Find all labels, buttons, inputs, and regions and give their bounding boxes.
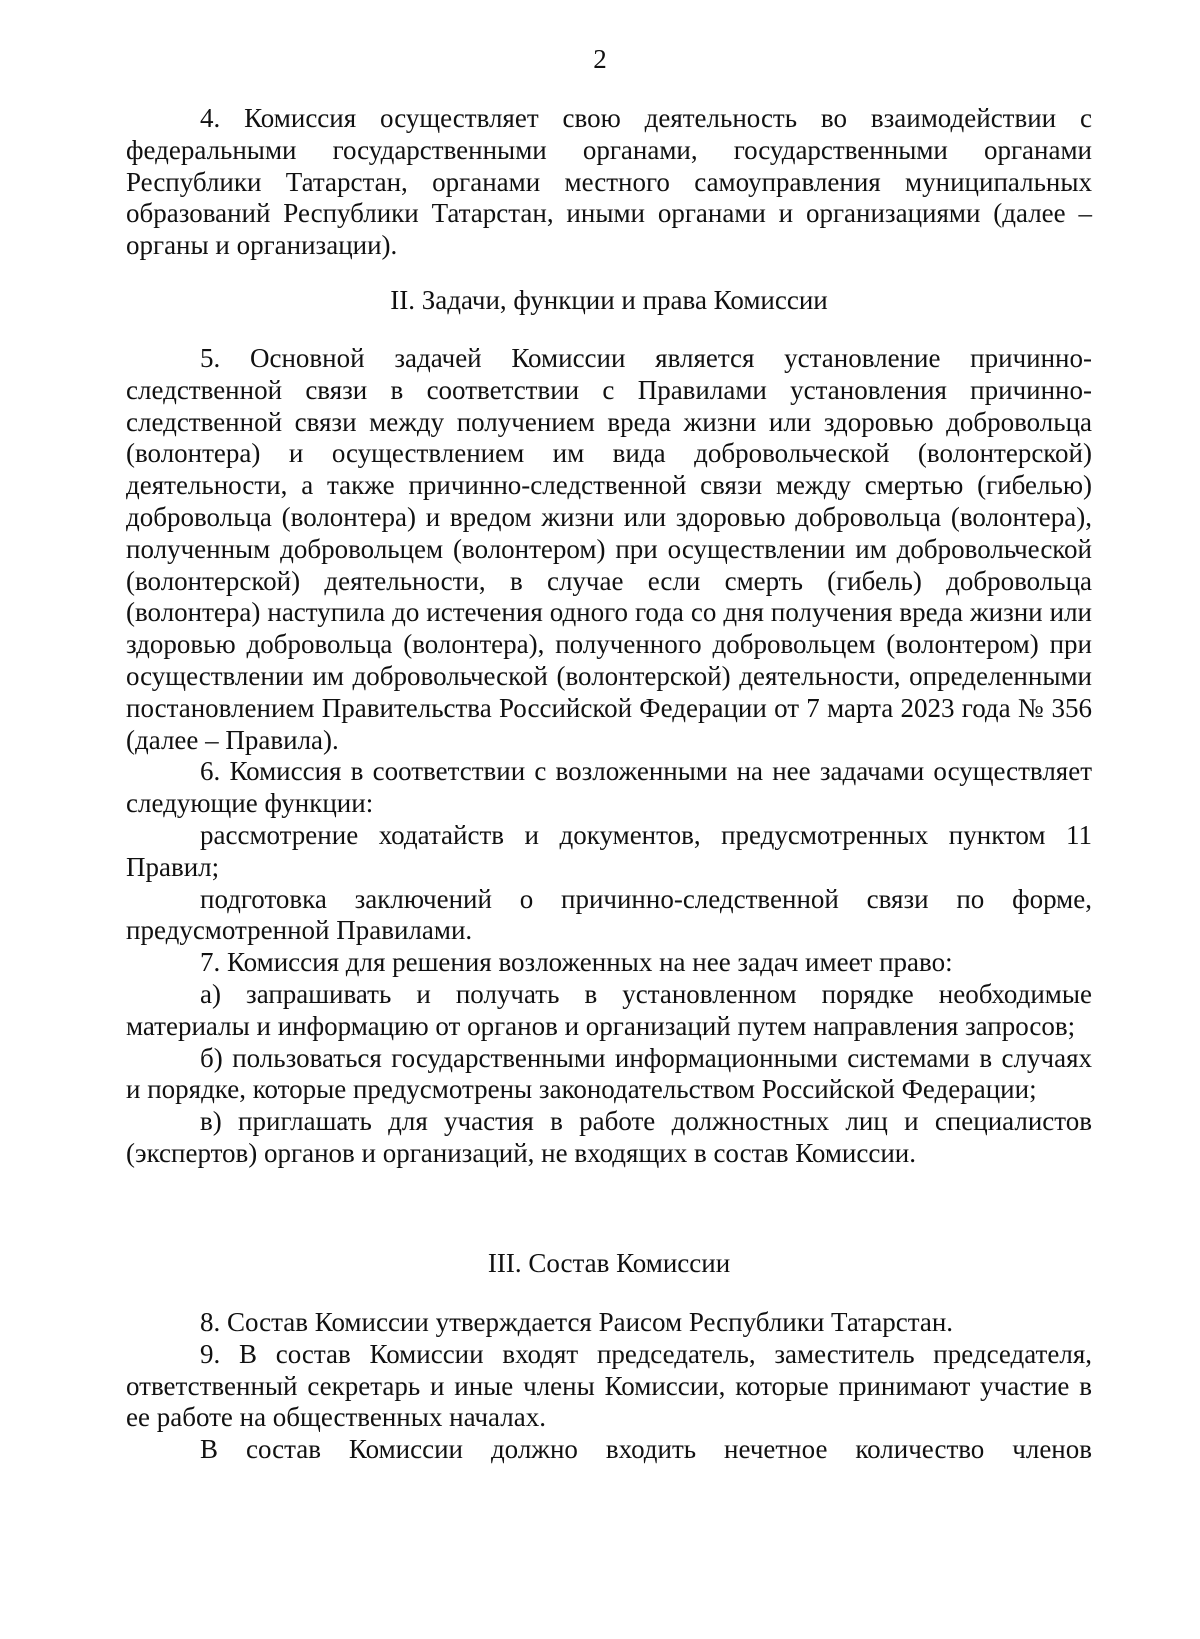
paragraph-5: 5. Основной задачей Комиссии является установление причинно-следственной связи в соответствии с Правилами установления причинно-следственной связи между получением вреда жизни или здоровью добровольца (волонтера) и осуществлением им вида добровольческой (волонтерской) деятельности, а также причинно-следственной связи между смертью (гибелью) добровольца (волонтера) и вредом жизни или здоровью добровольца (волонтера), полученным добровольцем (волонтером) при осуществлении им добровольческой (волонтерской) деятельности, в случае если смерть (гибель) добровольца (волонтера) наступила до истечения одного года со дня получения вреда жизни или здоровью добровольца (волонтера), полученного добровольцем (волонтером) при осуществлении им добровольческой (волонтерской) деятельности, определенными постановлением Правительства Российской Федерации от 7 марта 2023 года № 356 (далее – Правила). (126, 343, 1092, 755)
paragraph-4: 4. Комиссия осуществляет свою деятельность во взаимодействии с федеральными государственными органами, государственными органами Республики Татарстан, органами местного самоуправления муниципальных образований Республики Татарстан, иными органами и организациями (далее – органы и организации). (126, 103, 1092, 261)
paragraph-6-item-2: подготовка заключений о причинно-следственной связи по форме, предусмотренной Правилами. (126, 883, 1092, 946)
paragraph-6-item-1: рассмотрение ходатайств и документов, предусмотренных пунктом 11 Правил; (126, 819, 1092, 882)
section-heading-3: III. Состав Комиссии (487, 1248, 731, 1278)
paragraph-block-3 (126, 1307, 1092, 1466)
section-heading-2: II. Задачи, функции и права Комиссии (390, 285, 828, 315)
paragraph-block-2 (126, 343, 1092, 1170)
paragraph-7: 7. Комиссия для решения возложенных на нее задач имеет право: (200, 947, 953, 978)
paragraph-7-item-c: в) приглашать для участия в работе должностных лиц и специалистов (экспертов) органов и организаций, не входящих в состав Комиссии. (126, 1106, 1092, 1168)
paragraph-7-item-b: б) пользоваться государственными информационными системами в случаях и порядке, которые предусмотрены законодательством Российской Федерации; (126, 1042, 1092, 1105)
page-number: 2 (593, 44, 607, 74)
paragraph-7-item-a: а) запрашивать и получать в установленном порядке необходимые материалы и информацию от органов и организаций путем направления запросов; (126, 978, 1092, 1041)
paragraph-block-1 (126, 103, 1092, 262)
paragraph-9: 9. В состав Комиссии входят председатель, заместитель председателя, ответственный секретарь и иные члены Комиссии, которые принимают участие в ее работе на общественных началах. (126, 1338, 1092, 1433)
paragraph-6: 6. Комиссия в соответствии с возложенными на нее задачами осуществляет следующие функции: (126, 756, 1092, 819)
paragraph-9-continuation: В состав Комиссии должно входить нечетное количество членов (200, 1434, 1092, 1465)
paragraph-8: 8. Состав Комиссии утверждается Раисом Республики Татарстан. (200, 1307, 954, 1337)
